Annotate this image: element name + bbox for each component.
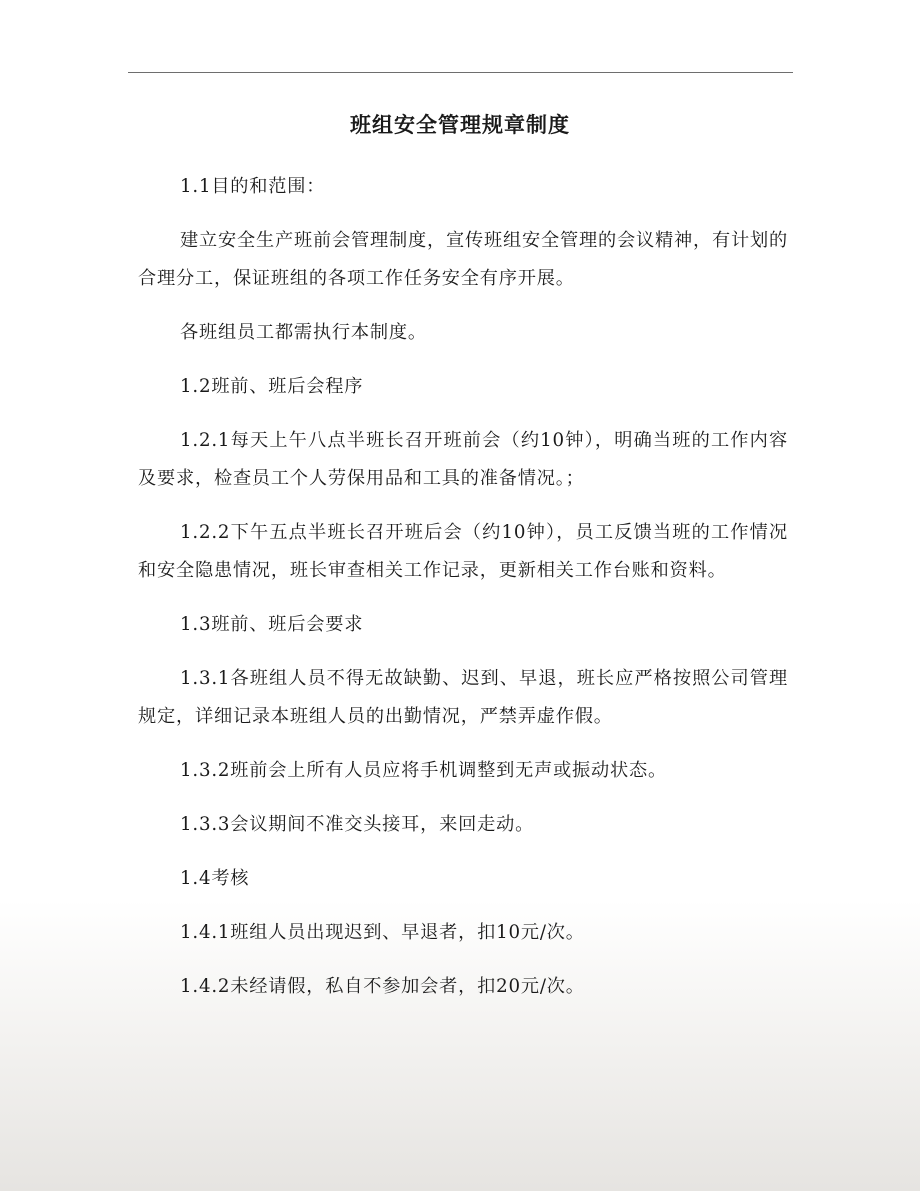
- section-1-1-heading: 1.1目的和范围：: [180, 176, 326, 197]
- header-rule: [128, 72, 793, 73]
- purpose-paragraph: 建立安全生产班前会管理制度，宣传班组安全管理的会议精神，有计划的合理分工，保证班组的各项工作任务安全有序开展。: [138, 230, 788, 289]
- section-1-3-heading: 1.3班前、班后会要求: [180, 614, 364, 635]
- scope-paragraph: 各班组员工都需执行本制度。: [180, 322, 427, 343]
- clause-1-3-2: 1.3.2班前会上所有人员应将手机调整到无声或振动状态。: [180, 760, 667, 781]
- clause-1-2-1: 1.2.1每天上午八点半班长召开班前会（约10钟），明确当班的工作内容及要求，检查员工个人劳保用品和工具的准备情况。；: [138, 430, 788, 489]
- clause-1-2-2: 1.2.2下午五点半班长召开班后会（约10钟），员工反馈当班的工作情况和安全隐患情况，班长审查相关工作记录，更新相关工作台账和资料。: [138, 522, 788, 581]
- section-1-4-heading: 1.4考核: [180, 868, 250, 889]
- clause-1-4-1: 1.4.1班组人员出现迟到、早退者，扣10元/次。: [180, 922, 585, 943]
- clause-1-3-3: 1.3.3会议期间不准交头接耳，来回走动。: [180, 814, 535, 835]
- clause-1-4-2: 1.4.2未经请假，私自不参加会者，扣20元/次。: [180, 976, 585, 997]
- document-body: [138, 168, 788, 1022]
- section-1-2-heading: 1.2班前、班后会程序: [180, 376, 364, 397]
- document-title: 班组安全管理规章制度: [350, 112, 570, 137]
- clause-1-3-1: 1.3.1各班组人员不得无故缺勤、迟到、早退，班长应严格按照公司管理规定，详细记录本班组人员的出勤情况，严禁弄虚作假。: [138, 668, 788, 727]
